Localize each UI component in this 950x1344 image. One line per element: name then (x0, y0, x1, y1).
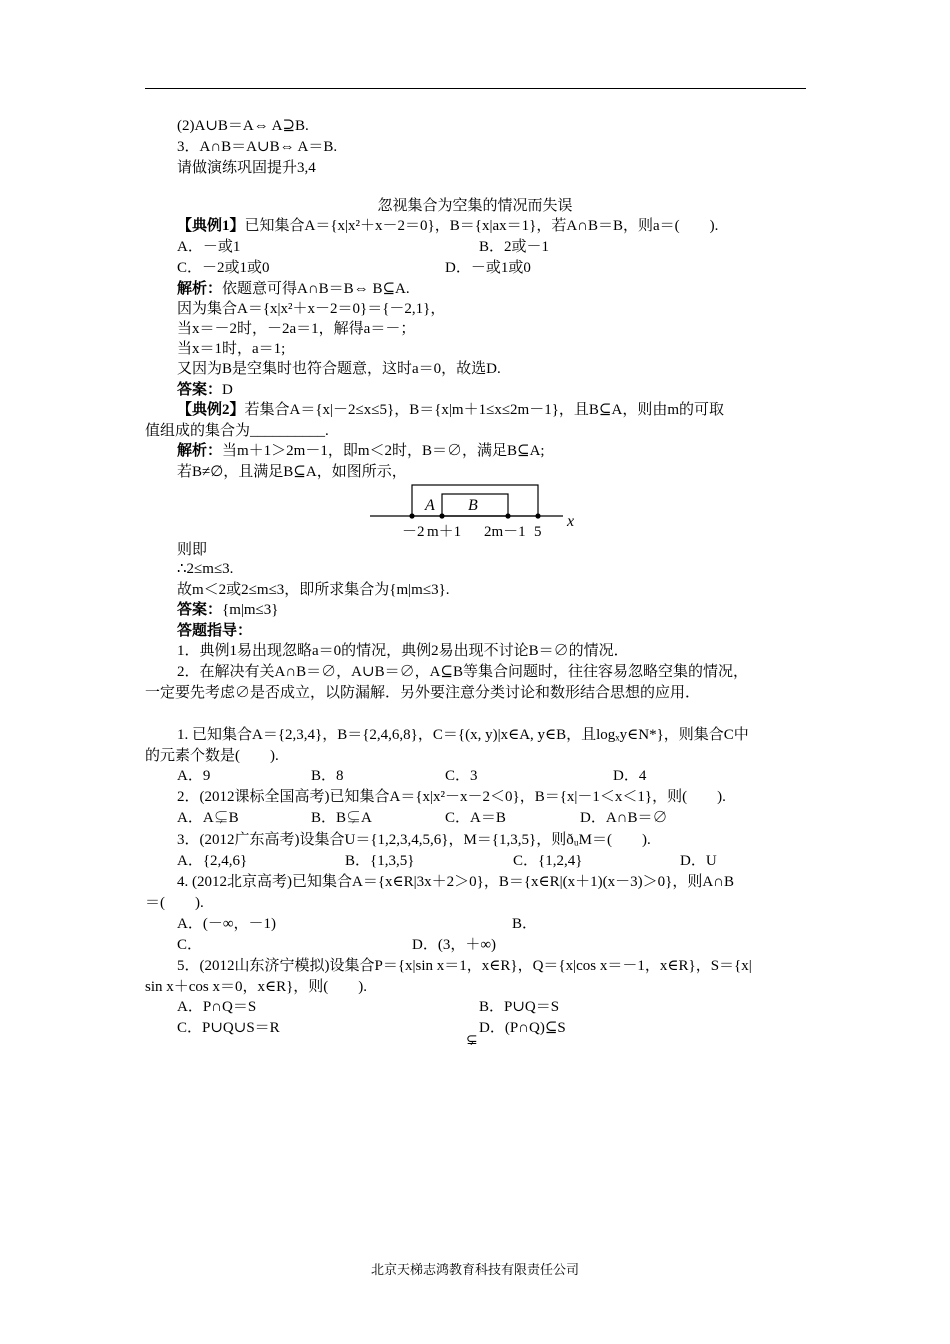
guide-item-2a: 2．在解决有关A∩B＝∅，A∪B＝∅，A⊆B等集合问题时，往往容易忽略空集的情况， (177, 664, 748, 680)
set-a-label: A (425, 497, 435, 514)
question-2-option-c: C．A＝B (445, 810, 506, 826)
question-5-option-a: A．P∩Q＝S (177, 999, 257, 1015)
question-5-option-c: C．P∪Q∪S＝R (177, 1020, 280, 1036)
example1-solution-4: 当x＝1时，a＝1; (177, 341, 286, 357)
example2-answer (177, 600, 279, 620)
tick-label-5: 5 (534, 524, 542, 540)
point-5 (535, 513, 540, 518)
example2-solution-5: 故m＜2或2≤m≤3，即所求集合为{m|m≤3}. (177, 582, 450, 598)
example1-option-c: C．－2或1或0 (177, 260, 270, 276)
question-5-stem-2: sin x＋cos x＝0，x∈R}，则( ). (145, 979, 368, 995)
question-4-option-d: D．(3，＋∞) (412, 937, 497, 953)
question-4-option-c: C． (177, 937, 203, 953)
example1-solution-1 (177, 279, 410, 299)
tick-label-minus-2: －2 (402, 524, 425, 540)
stray-subset-symbol: ⊊ (466, 1033, 478, 1048)
example2-solution-1 (177, 441, 545, 461)
guide-item-1: 1．典例1易出现忽略a＝0的情况，典例2易出现不讨论B＝∅的情况． (177, 643, 629, 659)
question-1-option-a: A．9 (177, 768, 211, 784)
line-intersection-property: 3．A∩B＝A∪B⇔ A＝B. (177, 139, 338, 155)
footer-company: 北京天梯志鸿教育科技有限责任公司 (370, 1262, 579, 1277)
point-2m-minus-1 (505, 513, 510, 518)
example2-solution-2: 若B≠∅，且满足B⊆A，如图所示， (177, 464, 407, 480)
example1-answer-value: D (222, 382, 233, 398)
line-union-property: (2)A∪B＝A⇔ A⊇B. (177, 118, 309, 134)
question-5-option-d: D．(P∩Q)⊆S (479, 1020, 566, 1036)
example1-tag: 【典例1】 (177, 218, 245, 234)
section-title: 忽视集合为空集的情况而失误 (377, 198, 573, 214)
question-2-option-a: A．A⊊B (177, 810, 239, 826)
example2-solution-3: 则即 (177, 542, 208, 558)
question-1-stem-2: 的元素个数是( ). (145, 748, 279, 764)
question-4-option-a: A．(－∞，－1) (177, 916, 277, 932)
axis-label-x: x (567, 513, 575, 530)
question-4-stem-2: ＝( ). (145, 895, 204, 911)
question-1-option-d: D．4 (613, 768, 647, 784)
set-b-label: B (468, 497, 478, 514)
example1-stem (177, 216, 718, 236)
guide-item-2b: 一定要先考虑∅是否成立，以防漏解．另外要注意分类讨论和数形结合思想的应用． (145, 685, 701, 701)
question-3-stem: 3．(2012广东高考)设集合U＝{1,2,3,4,5,6}，M＝{1,3,5}，则ðᵤM＝( ). (177, 832, 651, 848)
question-5-stem-1: 5．(2012山东济宁模拟)设集合P＝{x|sin x＝1，x∈R}，Q＝{x|cos x＝－1，x∈R}，S＝{x| (177, 958, 752, 974)
example1-option-a: A．－或1 (177, 239, 241, 255)
example1-solution-text: 依题意可得A∩B＝B⇔ B⊆A. (222, 281, 410, 297)
example2-stem-1 (177, 400, 724, 420)
example1-answer-tag: 答案： (177, 382, 223, 398)
question-4-stem-1: 4. (2012北京高考)已知集合A＝{x∈R|3x＋2＞0}，B＝{x∈R|(x＋1)(x－3)＞0}，则A∩B (177, 874, 735, 890)
question-5-option-b: B．P∪Q＝S (479, 999, 560, 1015)
number-line-figure (365, 482, 590, 542)
example1-option-d: D．－或1或0 (445, 260, 531, 276)
example1-solution-2: 因为集合A＝{x|x²＋x－2＝0}＝{－2,1}， (177, 301, 446, 317)
example1-solution-tag: 解析： (177, 281, 223, 297)
example2-solution-4: ∴2≤m≤3. (177, 561, 234, 577)
example1-text: 已知集合A＝{x|x²＋x－2＝0}，B＝{x|ax＝1}，若A∩B＝B，则a＝( ). (244, 218, 719, 234)
example2-tag: 【典例2】 (177, 402, 245, 418)
example2-solution-text: 当m＋1＞2m－1，即m＜2时，B＝∅，满足B⊆A; (222, 443, 545, 459)
example1-answer (177, 380, 233, 400)
example2-stem-2: 值组成的集合为__________. (145, 423, 329, 439)
question-2-stem: 2．(2012课标全国高考)已知集合A＝{x|x²－x－2＜0}，B＝{x|－1＜x＜1}，则( ). (177, 789, 726, 805)
tick-label-m-plus-1: m＋1 (427, 524, 462, 540)
example1-solution-5: 又因为B是空集时也符合题意，这时a＝0，故选D. (177, 361, 501, 377)
guide-heading: 答题指导： (177, 623, 253, 639)
example1-solution-3: 当x＝－2时，－2a＝1，解得a＝－； (177, 321, 416, 337)
question-1-option-b: B．8 (311, 768, 344, 784)
example2-answer-tag: 答案： (177, 602, 223, 618)
practice-prompt: 请做演练巩固提升3,4 (177, 160, 316, 176)
point-m-plus-1 (439, 513, 444, 518)
tick-label-2m-minus-1: 2m－1 (484, 524, 526, 540)
example2-text: 若集合A＝{x|－2≤x≤5}，B＝{x|m＋1≤x≤2m－1}，且B⊆A，则由m的可取 (244, 402, 724, 418)
question-3-option-c: C．{1,2,4} (513, 853, 583, 869)
question-3-option-b: B．{1,3,5} (345, 853, 415, 869)
example1-option-b: B．2或－1 (479, 239, 550, 255)
question-3-option-a: A．{2,4,6} (177, 853, 248, 869)
point-minus-2 (409, 513, 414, 518)
example2-answer-value: {m|m≤3} (222, 602, 279, 618)
question-4-option-b: B． (512, 916, 538, 932)
question-3-option-d: D．U (680, 853, 717, 869)
question-2-option-b: B．B⊊A (311, 810, 372, 826)
question-2-option-d: D．A∩B＝∅ (580, 810, 668, 826)
question-1-option-c: C．3 (445, 768, 478, 784)
question-1-stem-1: 1. 已知集合A＝{2,3,4}，B＝{2,4,6,8}，C＝{(x, y)|x∈A, y∈B，且logₓy∈N*}，则集合C中 (177, 727, 749, 743)
example2-solution-tag: 解析： (177, 443, 223, 459)
header-rule (145, 88, 806, 89)
